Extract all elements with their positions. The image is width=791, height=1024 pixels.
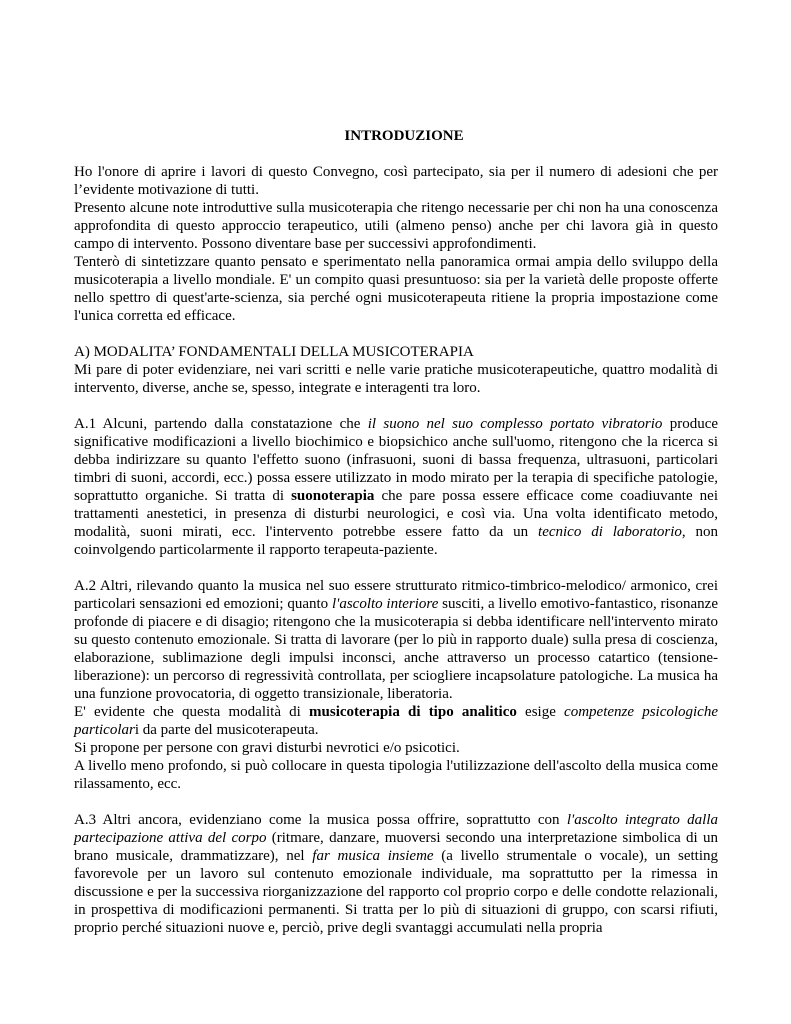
text-run: , non coinvolgendo particolarmente il rapporto terapeuta-paziente. <box>74 524 719 558</box>
section-a-text: Mi pare di poter evidenziare, nei vari scritti e nelle varie pratiche musicoterapeutiche, quattro modalità di intervento, diverse, anche se, spesso, integrate e interagenti tra loro. <box>74 362 718 396</box>
bold-run: musicoterapia di tipo analitico <box>309 704 517 720</box>
paragraph-a2-patients: Si propone per persone con gravi disturbi nevrotici e/o psicotici. <box>74 740 460 756</box>
italic-run: far musica insieme <box>312 848 434 864</box>
paragraph-a1 <box>74 415 718 559</box>
paragraph-a2-analytic <box>74 703 718 739</box>
paragraph-a2-relaxation: A livello meno profondo, si può collocare in questa tipologia l'utilizzazione dell'ascolto della musica come rilassamento, ecc. <box>74 758 718 792</box>
text-run: esige <box>516 704 565 720</box>
intro-paragraph-1: Ho l'onore di aprire i lavori di questo Convegno, così partecipato, sia per il numero di adesioni che per l’evidente motivazione di tutti. <box>74 164 718 198</box>
italic-run: il suono nel suo complesso portato vibratorio <box>367 416 663 432</box>
text-run: (a livello strumentale o vocale), un setting favorevole per un lavoro sul contenuto emozionale individuale, ma soprattutto per la rimessa in discussione e per la successiva riorganizzazione del rapporto col proprio corpo e delle condotte relazionali, in prospettiva di modificazioni permanenti. Si tratta per lo più di situazioni di gruppo, con scarsi rifiuti, proprio perché situazioni nuove e, perciò, prive degli svantaggi accumulati nella propria <box>74 848 718 936</box>
spacer <box>74 325 718 343</box>
text-run: A.1 Alcuni, partendo dalla constatazione che <box>74 416 368 432</box>
text-run: A.3 Altri ancora, evidenziano come la musica possa offrire, soprattutto con <box>74 812 567 828</box>
italic-run: competenze psicologiche particolar <box>74 704 719 738</box>
text-run: E' evidente che questa modalità di <box>74 704 310 720</box>
intro-paragraph-3: Tenterò di sintetizzare quanto pensato e sperimentato nella panoramica ormai ampia dello sviluppo della musicoterapia a livello mondiale. E' un compito quasi presuntuoso: sia per la varietà delle proposte offerte nello spettro di quest'arte-scienza, sia perché ogni musicoterapeuta ritiene la propria impostazione come l'unica corretta ed efficace. <box>74 254 718 324</box>
text-run: (ritmare, danzare, muoversi secondo una interpretazione simbolica di un brano musicale, drammatizzare), nel <box>74 830 718 864</box>
italic-run: tecnico di laboratorio <box>538 524 682 540</box>
italic-run: l'ascolto integrato dalla partecipazione attiva del corpo <box>74 812 719 846</box>
spacer <box>74 559 718 577</box>
page-title: INTRODUZIONE <box>344 128 464 144</box>
text-run: susciti, a livello emotivo-fantastico, risonanze profonde di piacere e di disagio; ritengono che la musicoterapia si debba identificare nell'intervento mirato su questo contenuto emozionale. Si tratta di lavorare (per lo più in rapporto duale) sulla presa di coscienza, elaborazione, sublimazione degli impulsi inconsci, anche attraverso un processo catartico (tensione-liberazione): un percorso di regressività controllata, per sciogliere incapsolature patologiche. La musica ha una funzione provocatoria, di oggetto transizionale, liberatoria. <box>74 596 718 702</box>
paragraph-a3 <box>74 811 718 937</box>
text-run: produce significative modificazioni a livello biochimico e biopsichico anche sull'uomo, ritengono che la ricerca si debba indirizzare su quanto l'effetto suono (infrasuoni, suoni di bassa frequenza, ultrasuoni, particolari timbri di suoni, accordi, ecc.) possa essere utilizzato in modo mirato per la terapia di specifiche patologie, soprattutto organiche. Si tratta di <box>74 416 719 504</box>
text-run: A.2 Altri, rilevando quanto la musica nel suo essere strutturato ritmico-timbrico-melodico/ armonico, crei particolari sensazioni ed emozioni; quanto <box>74 578 718 612</box>
text-run: che pare possa essere efficace come coadiuvante nei trattamenti anestetici, in presenza di disturbi neurologici, e così via. Una volta identificato metodo, modalità, suoni mirati, ecc. l'intervento potrebbe essere fatto da un <box>74 488 718 540</box>
text-run: i da parte del musicoterapeuta. <box>134 722 319 738</box>
paragraph-a2 <box>74 577 718 703</box>
spacer <box>74 397 718 415</box>
intro-paragraph-2: Presento alcune note introduttive sulla musicoterapia che ritengo necessarie per chi non ha una conoscenza approfondita di questo approccio terapeutico, utili (almeno penso) anche per chi lavora già in questo campo di intervento. Possono diventare base per successivi approfondimenti. <box>74 200 718 252</box>
bold-run: suonoterapia <box>291 488 375 504</box>
spacer <box>74 793 718 811</box>
italic-run: l'ascolto interiore <box>331 596 439 612</box>
section-a-heading: A) MODALITA’ FONDAMENTALI DELLA MUSICOTERAPIA <box>74 344 474 360</box>
